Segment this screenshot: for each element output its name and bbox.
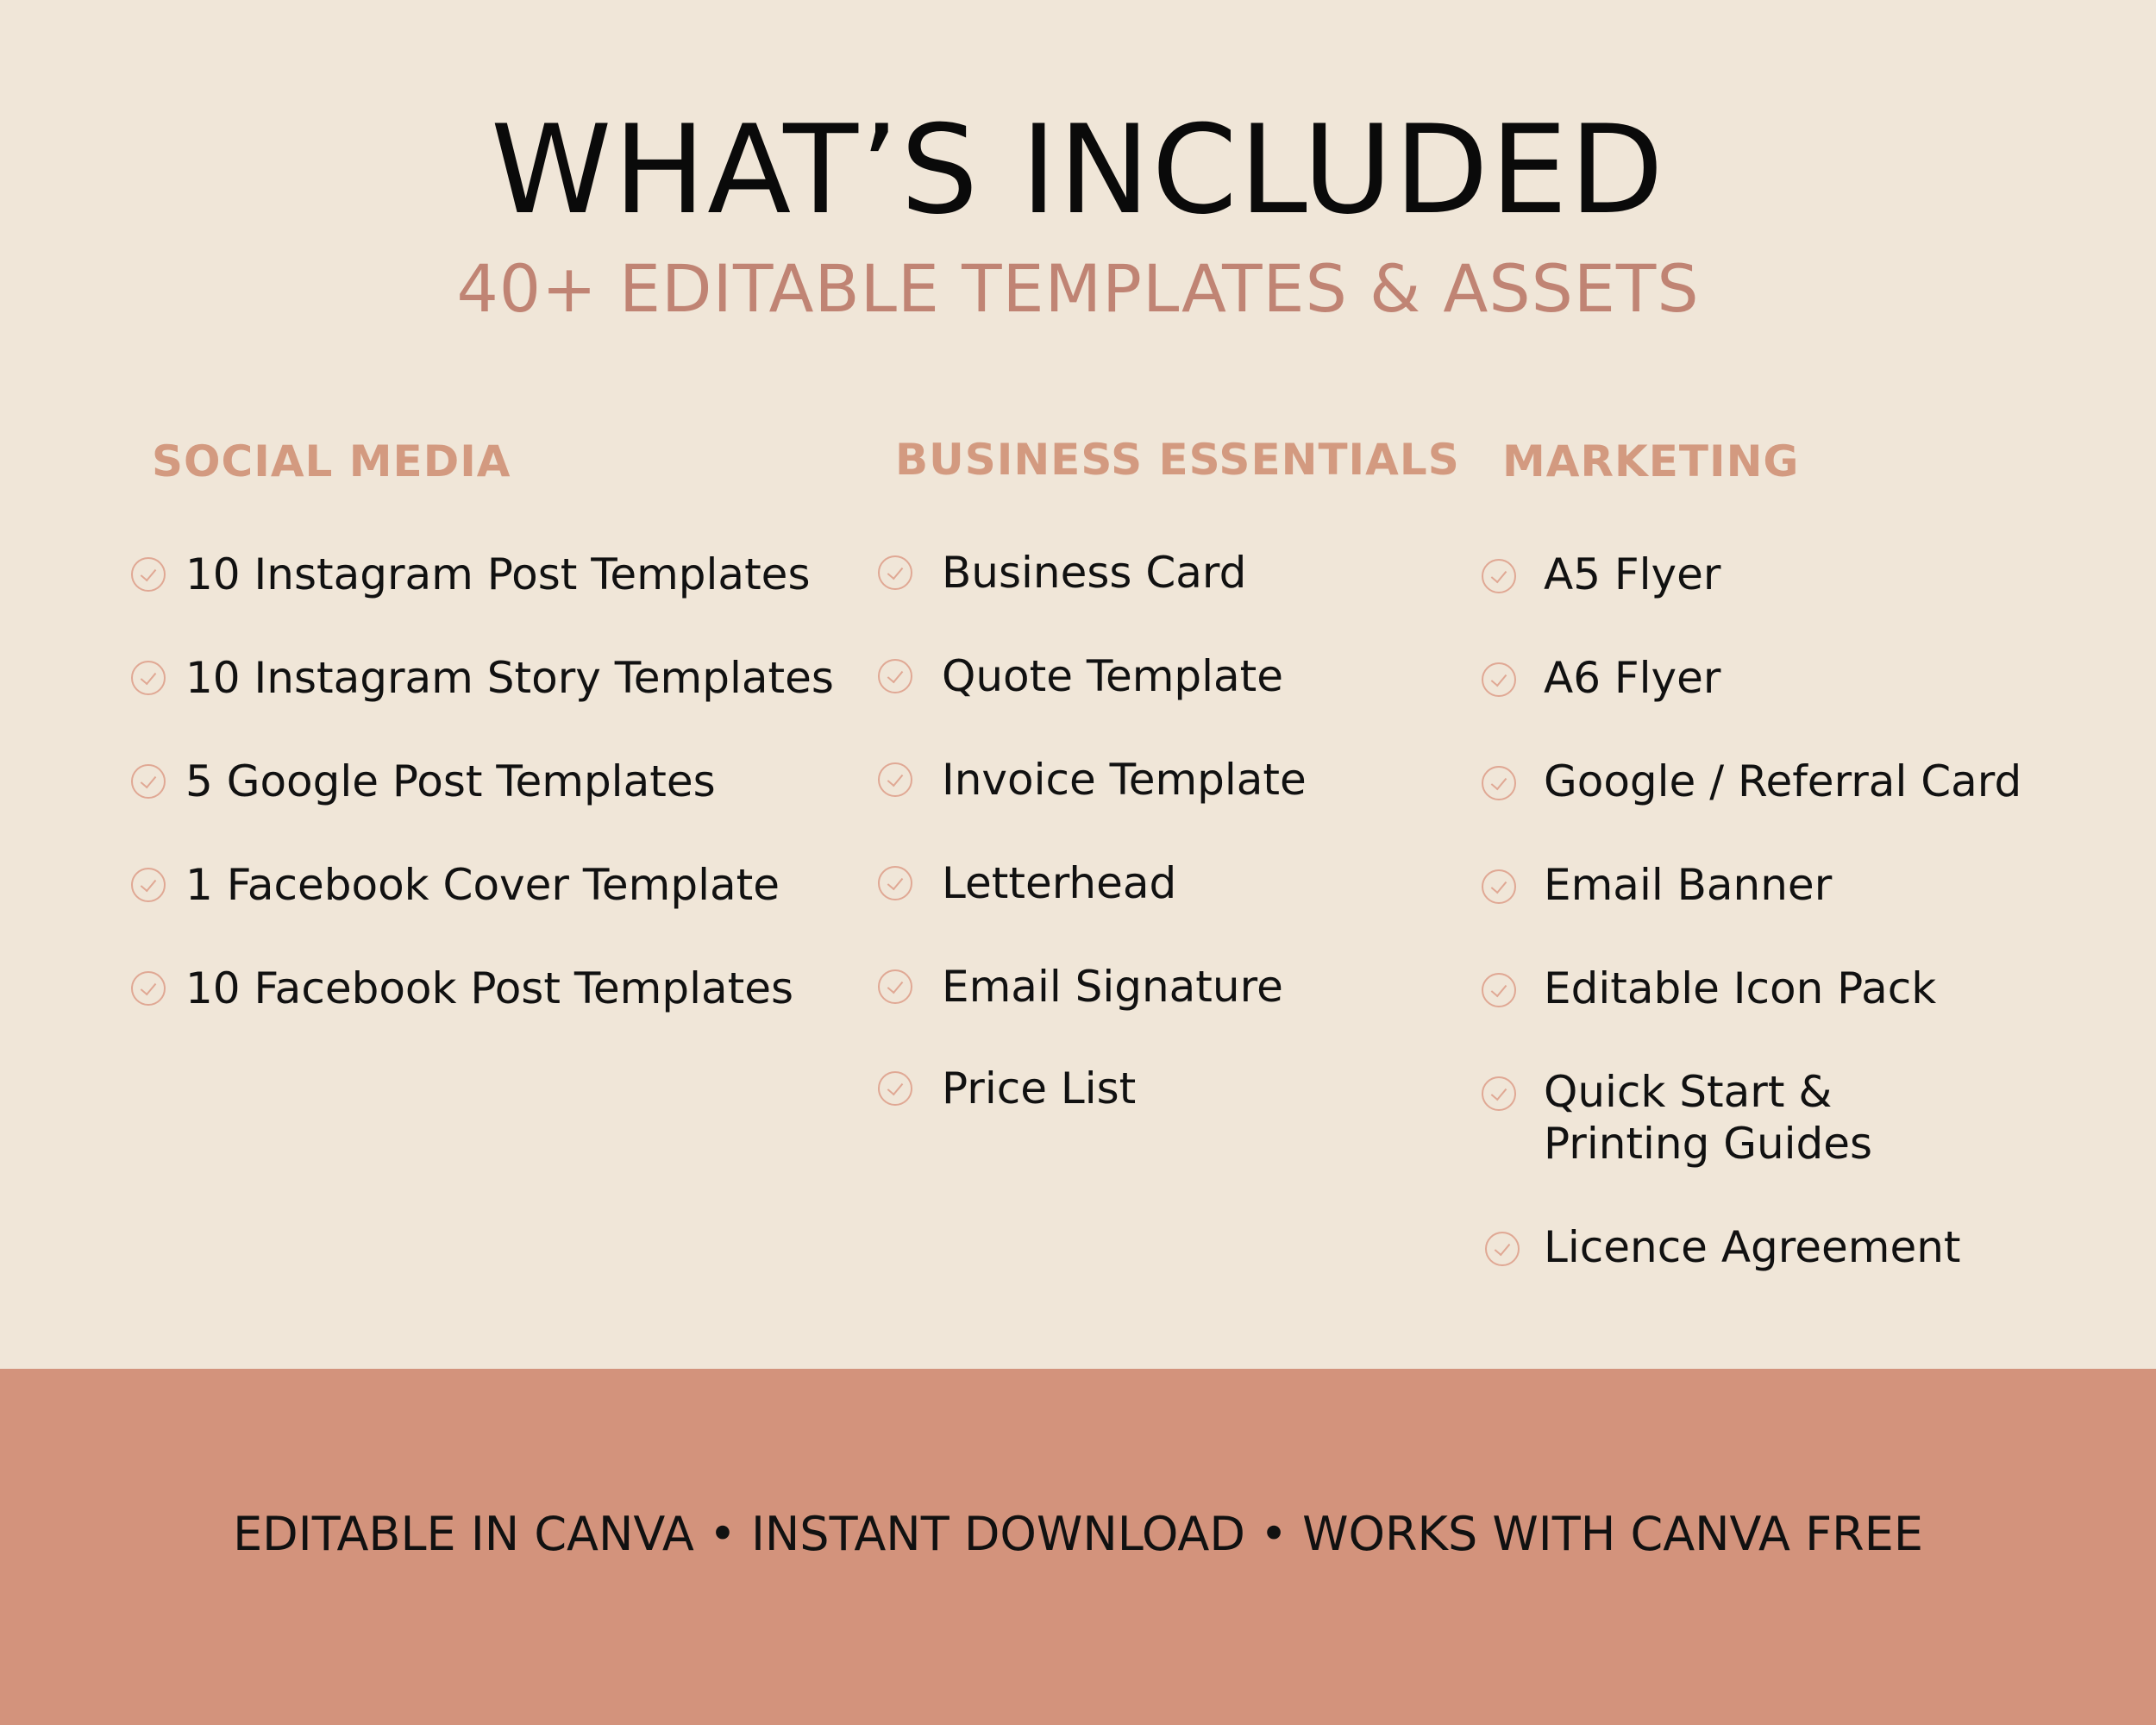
check-circle-icon — [878, 1071, 912, 1106]
check-circle-icon — [878, 866, 912, 900]
check-circle-icon — [878, 969, 912, 1004]
column-heading: BUSINESS ESSENTIALS — [895, 435, 1460, 485]
check-circle-icon — [878, 555, 912, 590]
footer-text: EDITABLE IN CANVA • INSTANT DOWNLOAD • WORKS WITH CANVA FREE — [233, 1507, 1923, 1561]
list-item-label: Business Card — [942, 548, 1247, 598]
check-circle-icon — [131, 868, 166, 902]
list-item-label: Email Signature — [942, 962, 1283, 1012]
page-title: WHAT’S INCLUDED — [490, 99, 1666, 242]
footer-band — [0, 1369, 2156, 1725]
list-item-label: Quote Template — [942, 651, 1284, 701]
list-item-label: 5 Google Post Templates — [185, 756, 716, 806]
check-circle-icon — [131, 557, 166, 592]
list-item-label: A5 Flyer — [1544, 549, 1721, 599]
check-circle-icon — [1482, 662, 1516, 697]
list-item-label: 10 Facebook Post Templates — [185, 963, 794, 1013]
check-circle-icon — [131, 764, 166, 799]
page-subtitle: 40+ EDITABLE TEMPLATES & ASSETS — [456, 250, 1700, 327]
check-circle-icon — [131, 971, 166, 1006]
list-item-label: A6 Flyer — [1544, 653, 1721, 703]
list-item-label: Email Banner — [1544, 860, 1833, 910]
check-circle-icon — [1485, 1232, 1520, 1266]
check-circle-icon — [1482, 766, 1516, 800]
check-circle-icon — [878, 762, 912, 797]
column-heading: MARKETING — [1502, 436, 1800, 486]
list-item-label: Google / Referral Card — [1544, 756, 2022, 806]
check-circle-icon — [1482, 973, 1516, 1007]
check-circle-icon — [1482, 559, 1516, 593]
list-item-label: Licence Agreement — [1544, 1222, 1961, 1272]
check-circle-icon — [1482, 1076, 1516, 1111]
column-heading: SOCIAL MEDIA — [152, 436, 511, 486]
list-item-label: Editable Icon Pack — [1544, 963, 1937, 1013]
list-item-label: Letterhead — [942, 858, 1177, 908]
check-circle-icon — [1482, 869, 1516, 904]
check-circle-icon — [878, 659, 912, 693]
list-item-label: 1 Facebook Cover Template — [185, 860, 780, 910]
list-item-label: 10 Instagram Story Templates — [185, 653, 834, 703]
check-circle-icon — [131, 661, 166, 695]
list-item-label: Quick Start & Printing Guides — [1544, 1067, 1873, 1169]
list-item-label: Price List — [942, 1063, 1137, 1113]
list-item-label: Invoice Template — [942, 755, 1307, 805]
list-item-label: 10 Instagram Post Templates — [185, 549, 811, 599]
